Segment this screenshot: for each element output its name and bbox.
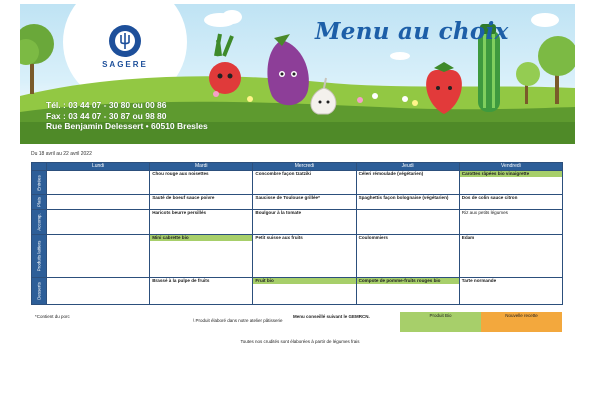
menu-cell [47,278,150,305]
menu-cell [47,235,150,278]
menu-item-bio: Mini cabrette bio [150,235,252,241]
day-header: Mardi [150,163,253,171]
address: Rue Benjamin Delessert • 60510 Bresles [46,121,208,131]
legend-nouvelle-recette: Nouvelle recette [481,312,562,332]
menu-item-bio: Carottes râpées bio vinaigrette [460,171,562,177]
porc-note: *Contient du porc [35,314,70,319]
menu-item: Saucisse de Toulouse grillée* [255,195,320,200]
menu-cell [47,210,150,235]
menu-cell [47,195,150,210]
row-label [32,195,47,210]
menu-cell [253,278,356,305]
menu-cell [459,210,562,235]
menu-cell [356,171,459,195]
row-label-text: Accomp. [36,213,42,231]
table-row [32,210,563,235]
legend [31,312,563,334]
row-label-text: Entrées [36,174,42,191]
menu-cell [459,171,562,195]
menu-cell [356,210,459,235]
row-label [32,210,47,235]
fax-number: Fax : 03 44 07 - 30 87 ou 98 80 [46,110,167,121]
menu-cell [150,210,253,235]
crudites-note: Toutes nos crudités sont élaborées à partir de légumes frais [240,339,360,344]
day-header: Mercredi [253,163,356,171]
menu-item: Spaghettis façon bolognaise (végétarien) [358,195,449,200]
header-banner [20,4,575,144]
menu-item: Coulommiers [358,235,388,240]
day-header: Jeudi [356,163,459,171]
legend-produit-bio: Produit Bio [400,312,481,332]
row-label [32,235,47,278]
table-corner [32,163,47,171]
page-title: Menu au choix [315,18,509,45]
menu-cell [150,195,253,210]
menu-cell [459,278,562,305]
menu-cell [253,235,356,278]
menu-cell [459,235,562,278]
table-row [32,235,563,278]
menu-item: Brassé à la pulpe de fruits [152,278,210,283]
table-row [32,195,563,210]
menu-cell [253,210,356,235]
menu-cell [150,171,253,195]
menu-item: Sauté de boeuf sauce poivre [152,195,215,200]
menu-item: Chou rouge aux noisettes [152,171,209,176]
row-label-text: Produits laitiers [36,240,42,272]
menu-item: Concombre façon tzatziki [255,171,312,176]
pastry-note: \ Produit élaboré dans notre atelier pâtisserie [193,318,283,323]
row-label [32,278,47,305]
row-label-text: Desserts [36,282,42,300]
menu-cell [356,195,459,210]
menu-item: Céleri rémoulade (végétarien) [358,171,424,176]
logo [90,22,160,82]
table-row [32,171,563,195]
logo-emblem-icon [90,22,160,62]
menu-cell [47,171,150,195]
day-header: Lundi [47,163,150,171]
menu-table [31,162,563,305]
menu-item: Dos de colin sauce citron [461,195,518,200]
menu-cell [150,278,253,305]
menu-item-bio: Compote de pomme-fruits rouges bio [357,278,459,284]
day-header: Vendredi [459,163,562,171]
row-label-text: Plats [36,196,42,208]
menu-item: Edam [461,235,475,240]
menu-item: Boulgour à la tomate [255,210,302,215]
menu-cell [459,195,562,210]
gemrcn-note: Menu conseillé suivant le GEMRCN. [293,314,370,319]
menu-item: Haricots beurre persillés [152,210,207,215]
phone-number: Tél. : 03 44 07 - 30 80 ou 00 86 [46,100,167,110]
menu-item: Tarte normande [461,278,497,283]
menu-item: Riz aux petits légumes [461,210,508,215]
menu-cell [356,278,459,305]
table-row [32,278,563,305]
menu-item-bio: Fruit bio [253,278,355,284]
row-label [32,171,47,195]
table-header-row [32,163,563,171]
menu-cell [150,235,253,278]
menu-cell [356,235,459,278]
menu-cell [253,195,356,210]
logo-name: SAGERE [102,60,148,69]
menu-item: Petit suisse aux fruits [255,235,303,240]
menu-cell [253,171,356,195]
contact-block [46,100,208,132]
date-range: Du 18 avril au 22 avril 2022 [31,151,92,157]
